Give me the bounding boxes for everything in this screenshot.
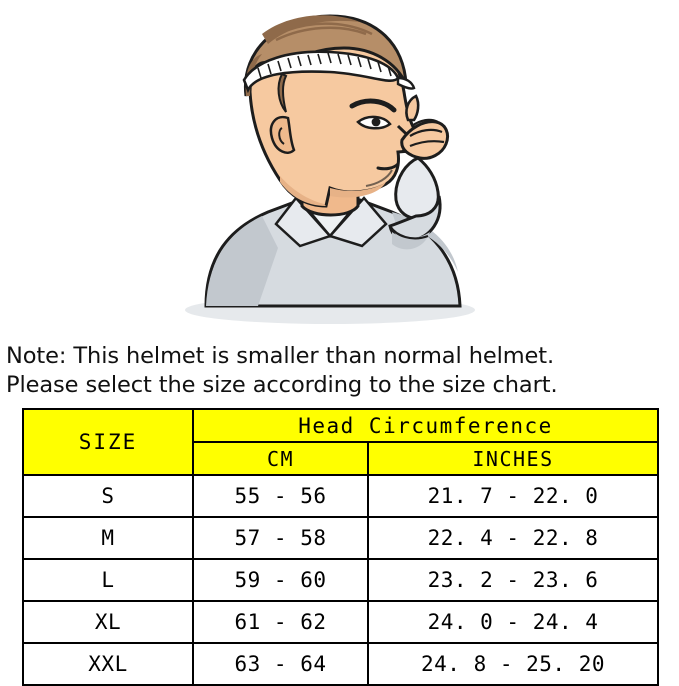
cell-cm: 57 - 58 (193, 517, 368, 559)
cell-cm: 59 - 60 (193, 559, 368, 601)
cell-inches: 24. 0 - 24. 4 (368, 601, 658, 643)
table-row (23, 559, 658, 601)
cell-inches: 23. 2 - 23. 6 (368, 559, 658, 601)
cell-size: M (23, 517, 193, 559)
table-row (23, 601, 658, 643)
head-measurement-illustration (0, 0, 679, 336)
header-inches: INCHES (368, 442, 658, 475)
pupil (372, 118, 381, 127)
table-header-row-1 (23, 409, 658, 442)
cell-cm: 55 - 56 (193, 475, 368, 517)
note-line-2: Please select the size according to the size chart. (6, 372, 558, 398)
cell-size: XL (23, 601, 193, 643)
header-size: SIZE (23, 409, 193, 475)
thumb (406, 96, 418, 120)
header-head-circumference: Head Circumference (193, 409, 658, 442)
note-line-1: Note: This helmet is smaller than normal helmet. (6, 343, 555, 369)
size-chart-table (22, 408, 659, 686)
cell-cm: 63 - 64 (193, 643, 368, 685)
size-chart-table-wrapper (0, 400, 679, 686)
header-cm: CM (193, 442, 368, 475)
cell-inches: 22. 4 - 22. 8 (368, 517, 658, 559)
cell-cm: 61 - 62 (193, 601, 368, 643)
cell-size: XXL (23, 643, 193, 685)
note-text (0, 336, 679, 400)
cell-size: L (23, 559, 193, 601)
cell-size: S (23, 475, 193, 517)
table-row (23, 475, 658, 517)
table-row (23, 517, 658, 559)
cell-inches: 24. 8 - 25. 20 (368, 643, 658, 685)
cell-inches: 21. 7 - 22. 0 (368, 475, 658, 517)
table-row (23, 643, 658, 685)
